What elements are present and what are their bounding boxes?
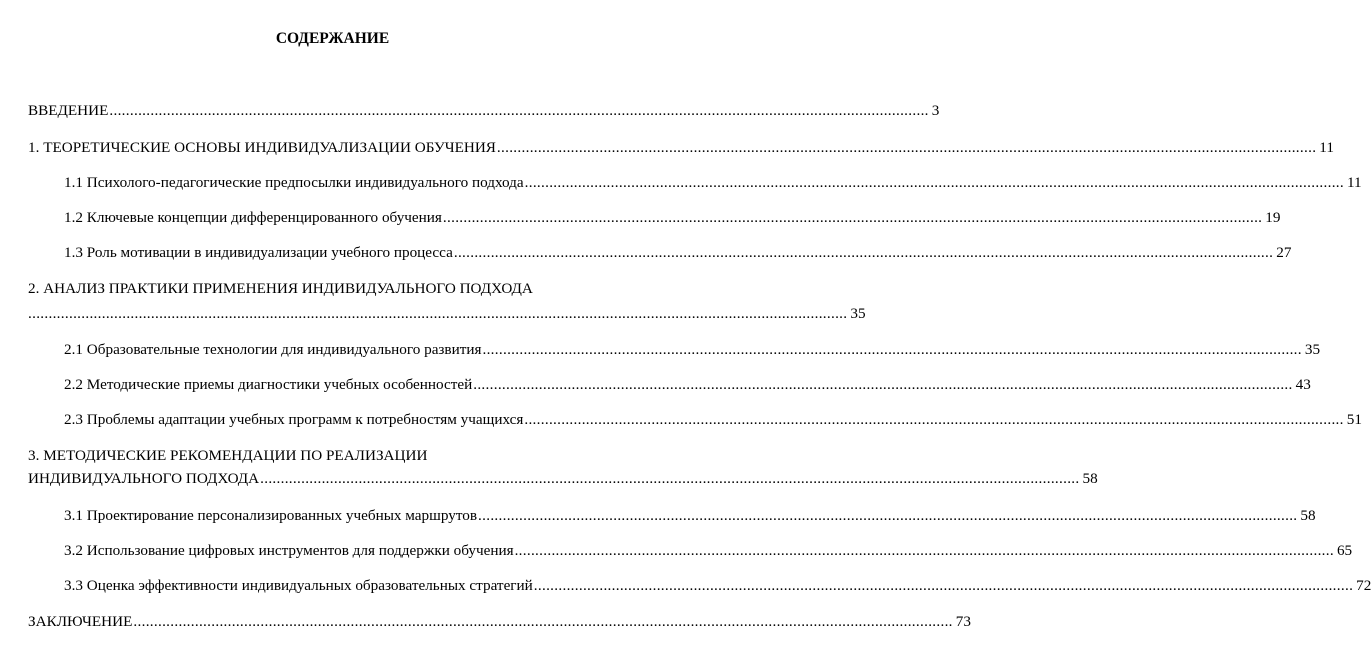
toc-page-number: 65 bbox=[1336, 542, 1353, 559]
toc-entry-label: 1.1 Психолого-педагогические предпосылки индивидуального подхода bbox=[64, 174, 524, 191]
toc-entry-label-continuation: ИНДИВИДУАЛЬНОГО ПОДХОДА bbox=[28, 470, 260, 487]
toc-page-number: 72 bbox=[1356, 577, 1371, 594]
toc-entry-section-1-1[interactable] bbox=[64, 173, 1362, 193]
dot-leader: ........................................................................................................................................................................................................ bbox=[133, 613, 953, 630]
dot-leader: ........................................................................................................................................................................................................ bbox=[478, 507, 1298, 524]
dot-leader: ........................................................................................................................................................................................................ bbox=[496, 139, 1317, 156]
toc-entry-section-3-2[interactable] bbox=[64, 541, 1353, 561]
toc-entry-chapter-2-title[interactable]: 2. АНАЛИЗ ПРАКТИКИ ПРИМЕНЕНИЯ ИНДИВИДУАЛЬНОГО ПОДХОДА bbox=[28, 280, 533, 297]
toc-entry-label: 1. ТЕОРЕТИЧЕСКИЕ ОСНОВЫ ИНДИВИДУАЛИЗАЦИИ ОБУЧЕНИЯ bbox=[28, 139, 496, 156]
toc-page-number: 3 bbox=[931, 102, 940, 119]
toc-page-number: 35 bbox=[850, 305, 866, 322]
toc-page-number: 27 bbox=[1276, 244, 1292, 261]
dot-leader: ........................................................................................................................................................................................................ bbox=[514, 542, 1334, 559]
toc-entry-conclusion[interactable] bbox=[28, 612, 971, 632]
toc-page-number: 19 bbox=[1265, 209, 1281, 226]
dot-leader: ........................................................................................................................................................................................................ bbox=[260, 470, 1080, 487]
dot-leader: ........................................................................................................................................................................................................ bbox=[109, 102, 929, 119]
toc-page-number: 35 bbox=[1304, 341, 1321, 358]
dot-leader: ........................................................................................................................................................................................................ bbox=[28, 305, 848, 322]
toc-entry-label: 2.1 Образовательные технологии для индивидуального развития bbox=[64, 341, 482, 358]
toc-page-number: 51 bbox=[1346, 411, 1362, 428]
dot-leader: ........................................................................................................................................................................................................ bbox=[482, 341, 1302, 358]
toc-entry-label: 2.3 Проблемы адаптации учебных программ к потребностям учащихся bbox=[64, 411, 524, 428]
toc-entry-label: 1.3 Роль мотивации в индивидуализации учебного процесса bbox=[64, 244, 453, 261]
toc-entry-section-2-3[interactable] bbox=[64, 410, 1362, 430]
toc-entry-section-3-3[interactable] bbox=[64, 576, 1371, 596]
dot-leader: ........................................................................................................................................................................................................ bbox=[524, 174, 1344, 191]
toc-entry-chapter-3-title[interactable]: 3. МЕТОДИЧЕСКИЕ РЕКОМЕНДАЦИИ ПО РЕАЛИЗАЦИИ bbox=[28, 447, 428, 464]
dot-leader: ........................................................................................................................................................................................................ bbox=[453, 244, 1274, 261]
toc-entry-section-1-2[interactable] bbox=[64, 208, 1281, 228]
toc-page-number: 11 bbox=[1347, 174, 1362, 191]
toc-entry-label: ВВЕДЕНИЕ bbox=[28, 102, 109, 119]
toc-entry-chapter-2[interactable] bbox=[28, 304, 866, 324]
toc-entry-section-3-1[interactable] bbox=[64, 506, 1316, 526]
toc-entry-introduction[interactable] bbox=[28, 101, 940, 121]
toc-entry-label: 3.1 Проектирование персонализированных учебных маршрутов bbox=[64, 507, 478, 524]
toc-entry-section-2-1[interactable] bbox=[64, 340, 1321, 360]
toc-entry-label: 1.2 Ключевые концепции дифференцированного обучения bbox=[64, 209, 442, 226]
toc-entry-section-2-2[interactable] bbox=[64, 375, 1311, 395]
toc-entry-label: 3.3 Оценка эффективности индивидуальных образовательных стратегий bbox=[64, 577, 533, 594]
dot-leader: ........................................................................................................................................................................................................ bbox=[442, 209, 1263, 226]
toc-entry-label: 3.2 Использование цифровых инструментов для поддержки обучения bbox=[64, 542, 514, 559]
toc-entry-label: 2.2 Методические приемы диагностики учебных особенностей bbox=[64, 376, 473, 393]
dot-leader: ........................................................................................................................................................................................................ bbox=[533, 577, 1354, 594]
page-title: СОДЕРЖАНИЕ bbox=[275, 30, 390, 47]
dot-leader: ........................................................................................................................................................................................................ bbox=[473, 376, 1293, 393]
toc-page-number: 73 bbox=[955, 613, 971, 630]
toc-entry-label: ЗАКЛЮЧЕНИЕ bbox=[28, 613, 133, 630]
toc-entry-section-1-3[interactable] bbox=[64, 243, 1292, 263]
toc-page-number: 11 bbox=[1319, 139, 1334, 156]
toc-page-number: 58 bbox=[1300, 507, 1316, 524]
toc-page-number: 58 bbox=[1082, 470, 1098, 487]
toc-entry-chapter-1[interactable] bbox=[28, 138, 1334, 158]
toc-page-number: 43 bbox=[1295, 376, 1311, 393]
toc-entry-chapter-3[interactable] bbox=[28, 469, 1098, 489]
dot-leader: ........................................................................................................................................................................................................ bbox=[524, 411, 1344, 428]
